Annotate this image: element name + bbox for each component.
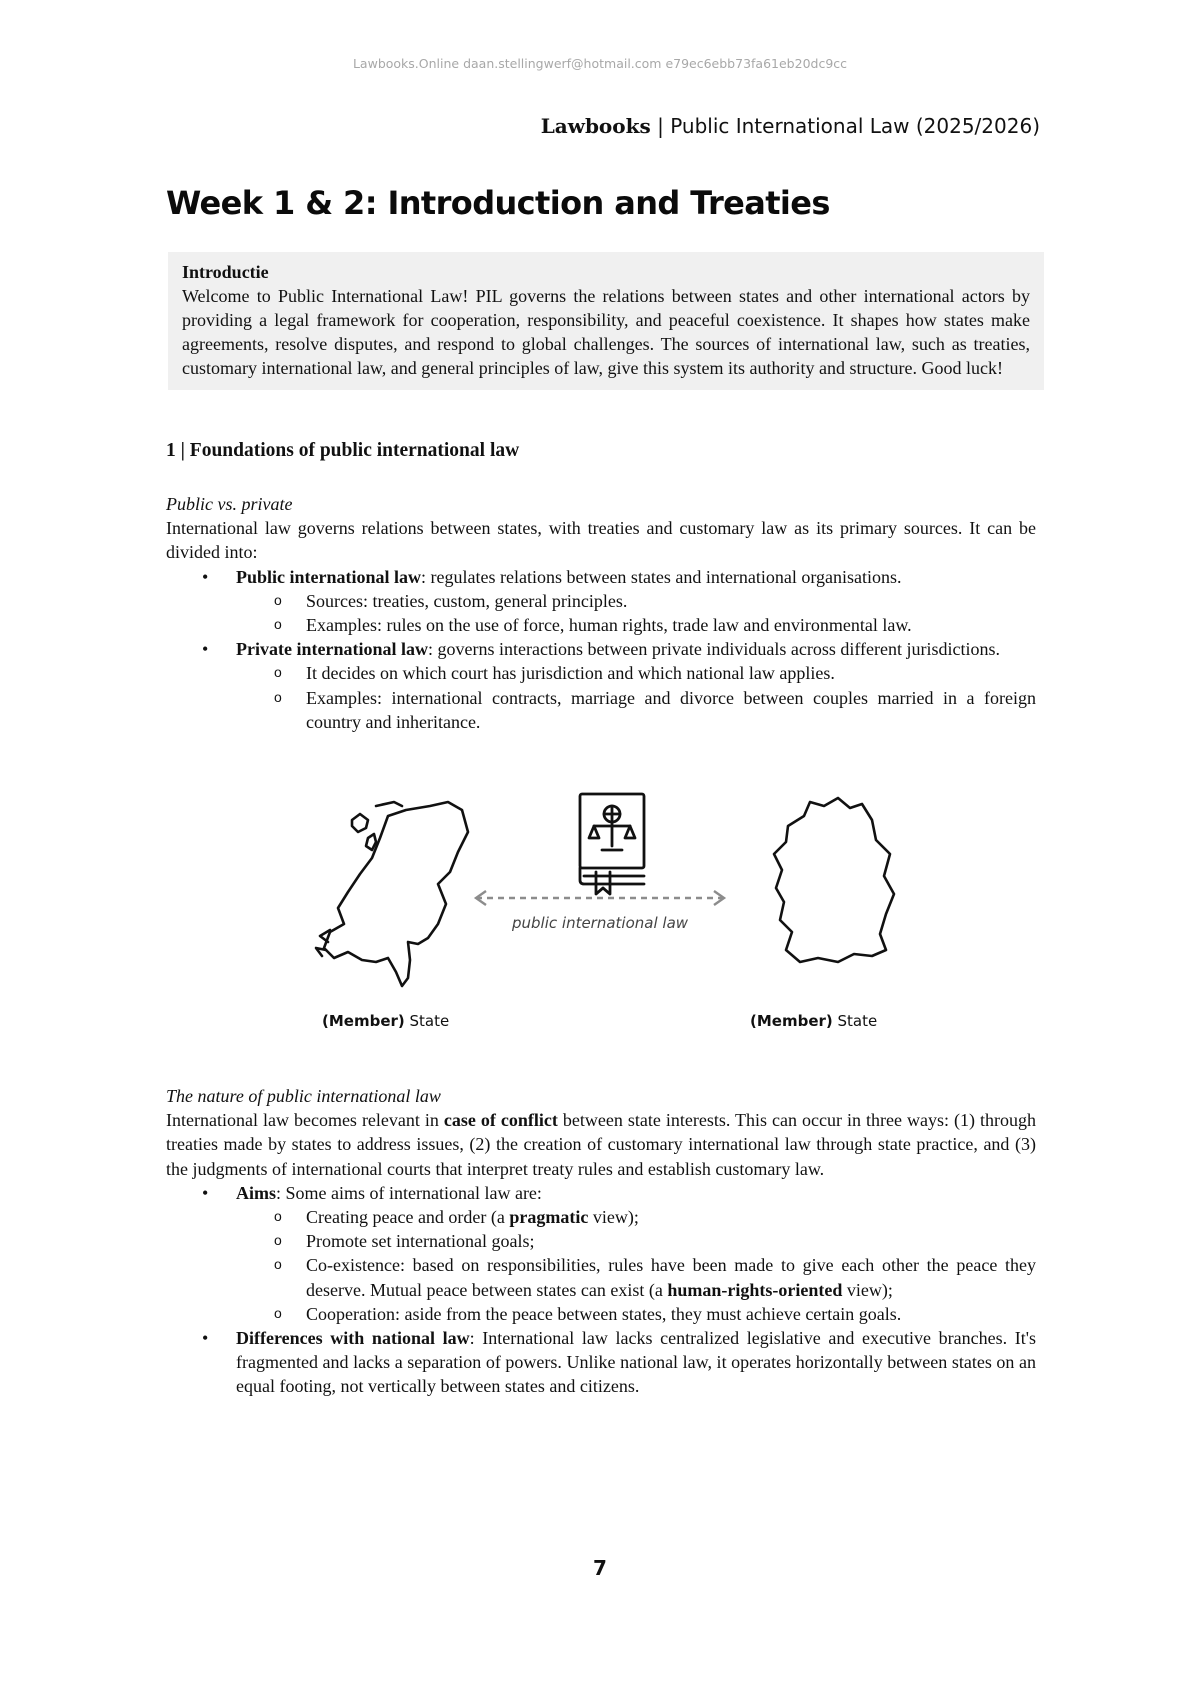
item-term: Private international law [236, 639, 428, 660]
page-number: 7 [593, 1556, 607, 1580]
intro-text: Welcome to Public International Law! PIL governs the relations between states and other international actors by providing a legal framework for cooperation, responsibility, and peaceful coexistence. It shapes how states make agreements, resolve disputes, and respond to global challenges. The sources of international law, such as treaties, customary international law, and general principles of law, give this system its authority and structure. Good luck! [182, 286, 1030, 378]
nature-block [166, 1084, 1036, 1399]
sub-list-item: o It decides on which court has jurisdiction and which national law applies. [306, 661, 1036, 685]
item-term: Public international law [236, 566, 422, 587]
item-text: : regulates relations between states and international organisations. [421, 566, 902, 587]
header-brand: Lawbooks [540, 114, 651, 138]
item-term: Differences with national law [236, 1328, 470, 1349]
page-title: Week 1 & 2: Introduction and Treaties [166, 184, 830, 222]
item-term: Aims [236, 1182, 276, 1203]
aims-sub-list [236, 1205, 1036, 1326]
item-text: : Some aims of international law are: [276, 1182, 542, 1203]
right-state-caption: (Member) State [750, 1012, 878, 1030]
item-text: : International law lacks centralized legislative and executive branches. It's fragmented and lacks a separation of powers. Unlike national law, it operates horizontally between states on an equal footing, not vertically between states and citizens. [236, 1328, 1036, 1397]
state-relations-figure [290, 780, 930, 1040]
division-list [166, 565, 1036, 734]
sub-list-item: o Creating peace and order (a pragmatic view); [306, 1205, 1036, 1229]
sub-list-item: o Promote set international goals; [306, 1229, 1036, 1253]
list-item [236, 1326, 1036, 1399]
intro-box [168, 252, 1044, 390]
sub-list-item: o Co-existence: based on responsibilities, rules have been made to give each other the peace they deserve. Mutual peace between states can exist (a human-rights-oriented view); [306, 1253, 1036, 1301]
public-vs-private-lead: International law governs relations between states, with treaties and customary law as its primary sources. It can be divided into: [166, 518, 1036, 563]
left-state-caption: (Member) State [322, 1012, 450, 1030]
watermark: Lawbooks.Online daan.stellingwerf@hotmail.com e79ec6ebb73fa61eb20dc9cc [352, 56, 848, 71]
list-item [236, 565, 1036, 638]
section-heading: 1 | Foundations of public international law [166, 440, 520, 461]
netherlands-map-icon [316, 802, 468, 986]
sub-list [236, 661, 1036, 734]
nature-lead: International law becomes relevant in case of conflict between state interests. This can occur in three ways: (1) through treaties made by states to address issues, (2) the creation of customary international law through state practice, and (3) the judgments of international courts that interpret treaty rules and establish customary law. [166, 1110, 1036, 1179]
arrow-label: public international law [512, 914, 689, 932]
nature-subheading: The nature of public international law [166, 1086, 441, 1106]
header-subtitle: Public International Law (2025/2026) [670, 114, 1040, 138]
list-item [236, 637, 1036, 734]
intro-heading: Introductie [182, 262, 269, 282]
header-separator: | [650, 114, 671, 138]
sub-list [236, 589, 1036, 637]
item-text: : governs interactions between private individuals across different jurisdictions. [427, 639, 1001, 660]
public-vs-private-subheading: Public vs. private [166, 494, 293, 514]
public-vs-private-block [166, 492, 1036, 734]
nature-list [166, 1181, 1036, 1399]
sub-list-item: o Examples: rules on the use of force, human rights, trade law and environmental law. [306, 613, 1036, 637]
sub-list-item: o Examples: international contracts, marriage and divorce between couples married in a foreign country and inheritance. [306, 686, 1036, 734]
double-arrow [476, 891, 724, 905]
law-book-icon [580, 794, 644, 894]
sub-list-item: o Cooperation: aside from the peace between states, they must achieve certain goals. [306, 1302, 1036, 1326]
germany-map-icon [774, 798, 894, 962]
running-header [541, 114, 1040, 138]
sub-list-item: o Sources: treaties, custom, general principles. [306, 589, 1036, 613]
list-item [236, 1181, 1036, 1326]
